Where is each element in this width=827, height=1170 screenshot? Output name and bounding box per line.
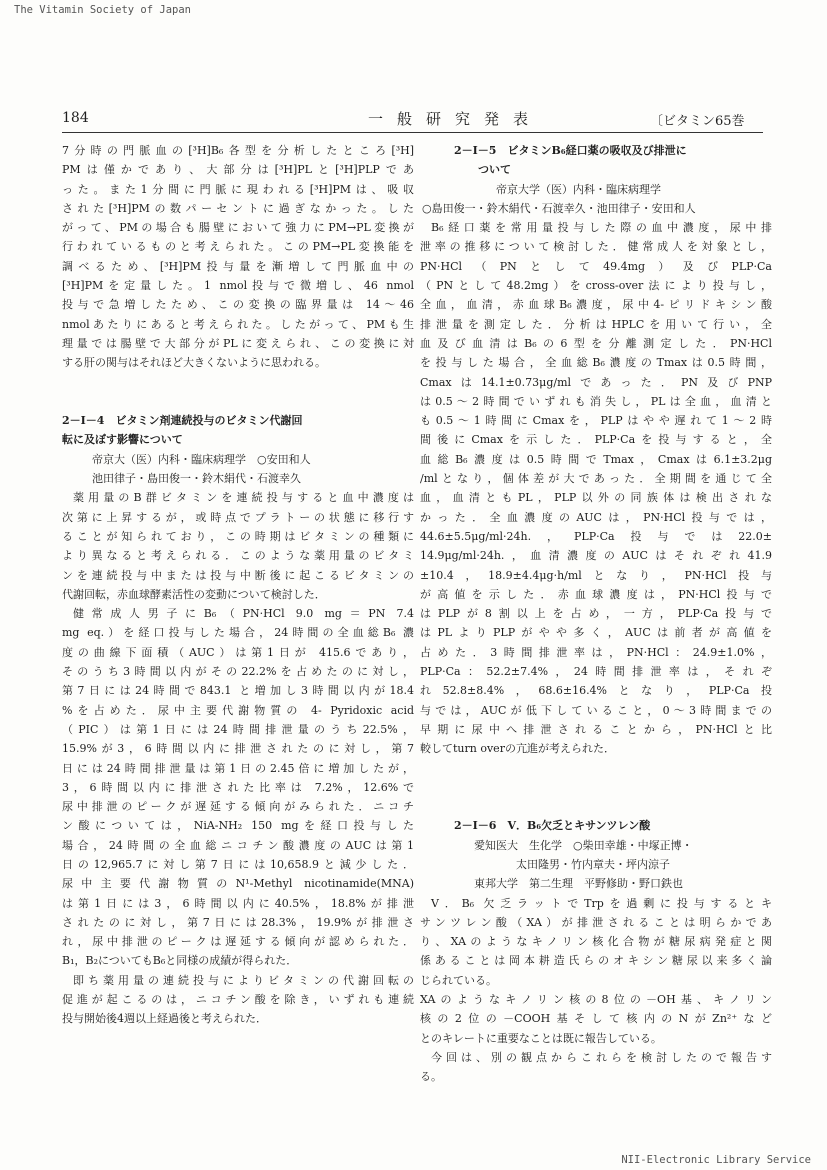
left-column bbox=[62, 141, 414, 1029]
abstract-2-1-4-authors bbox=[62, 450, 414, 489]
abstract-2-1-5-body bbox=[420, 218, 772, 758]
text-line: は0.5～2時間でいずれも消失し，PLは全血，血清と bbox=[420, 394, 772, 408]
text-line: 泄率の推移について検討した．健常成人を対象とし， bbox=[420, 240, 772, 254]
text-line: 係あることは岡本耕造氏らのオキシン糖尿以来多く論 bbox=[420, 954, 772, 968]
text-line: 全血，血清，赤血球B₆濃度，尿中4-ピリドキシン酸 bbox=[420, 298, 772, 312]
text-line: れ，尿中排泄のピークは遅延する傾向が認められた． bbox=[62, 935, 414, 949]
text-line: XAのようなキノリン核の8位の－OH基、キノリン bbox=[420, 993, 772, 1007]
text-line: （PNとして48.2mg）をcross-over法により投与し， bbox=[420, 279, 772, 293]
text-line: 尿中排泄のピークが遅延する傾向がみられた．ニコチ bbox=[62, 800, 414, 814]
text-line: 即ち薬用量の連続投与によりビタミンの代謝回転の bbox=[73, 973, 414, 987]
text-line: 15.9%が3，6時間以内に排泄されたのに対し，第7 bbox=[62, 742, 414, 756]
text-line: 尿中主要代謝物質のN¹-Methyl nicotinamide(MNA) bbox=[62, 877, 414, 891]
author-line: 東邦大学 第二生理 平野修助・野口鉄也 bbox=[474, 877, 683, 891]
text-line: 14.9μg/ml·24h.，血清濃度のAUCはそれぞれ41.9 bbox=[420, 549, 772, 563]
text-line: 投与で急増したため、この変換の臨界量は 14～46 bbox=[62, 298, 414, 312]
abstract-2-1-5-authors bbox=[420, 180, 772, 219]
text-line: 血及び血清はB₆の6型を分離測定した．PN·HCl bbox=[420, 336, 772, 350]
text-line: とのキレートに重要なことは既に報告している。 bbox=[420, 1031, 662, 1045]
text-line: 度の曲線下面積（AUC）は第1日が 415.6であり， bbox=[62, 645, 414, 659]
text-line: PMは僅かであり、大部分は[³H]PLと[³H]PLPであ bbox=[62, 163, 414, 177]
text-line: は第1日には3，6時間以内に40.5%，18.8%が排泄 bbox=[62, 896, 414, 910]
text-line: 第7日には24時間で843.1 と増加し3時間以内が18.4 bbox=[62, 684, 414, 698]
abstract-2-1-6-authors bbox=[420, 836, 772, 894]
author-line: 帝京大学（医）内科・臨床病理学 bbox=[496, 182, 661, 196]
text-line: 排泄量を測定した．分析はHPLCを用いて行い，全 bbox=[420, 317, 772, 331]
top-watermark: The Vitamin Society of Japan bbox=[14, 4, 192, 16]
title-line: 転に及ぼす影響について bbox=[62, 433, 183, 447]
text-line: 代謝回転，赤血球酵素活性の変動について検討した． bbox=[62, 587, 326, 601]
text-line: 行われているものと考えられた。このPM→PL変換能を bbox=[62, 240, 414, 254]
text-line: も0.5～1時間にCmaxを，PLPはやや遅れて1～2時 bbox=[420, 414, 772, 428]
right-column bbox=[420, 141, 772, 1087]
text-line: 日の12,965.7に対し第7日には10,658.9と減少した． bbox=[62, 857, 414, 871]
abstract-2-1-6-title bbox=[420, 816, 772, 835]
journal-volume: 〔ビタミン65巻 bbox=[650, 114, 745, 129]
text-line: PLP·Ca：52.2±7.4%，24時間排泄率は，それぞ bbox=[420, 665, 772, 679]
title-line: 2－I－6 V．B₆欠乏とキサンツレン酸 bbox=[454, 819, 651, 833]
text-line: された[³H]PMの数パーセントに過ぎなかった。した bbox=[62, 201, 414, 215]
text-line: ±10.4，18.9±4.4μg·h/mlとなり，PN·HCl投与 bbox=[420, 568, 772, 582]
text-line: PN·HCl（PNとして49.4mg）及びPLP·Ca bbox=[420, 259, 772, 273]
text-line: 日には24時間排泄量は第1日の2.45倍に増加したが， bbox=[62, 761, 414, 775]
text-line: 健常成人男子にB₆（PN·HCl 9.0 mg＝PN 7.4 bbox=[73, 607, 414, 621]
abstract-2-1-4-title bbox=[62, 411, 414, 450]
text-line: れ52.8±8.4%，68.6±16.4%となり，PLP·Ca投 bbox=[420, 684, 772, 698]
text-line: Cmaxは14.1±0.73μg/mlであった．PN及びPNP bbox=[420, 375, 772, 389]
bottom-watermark: NII-Electronic Library Service bbox=[621, 1154, 811, 1166]
text-line: [³H]PMを定量した。1 nmol投与で微増し、46 nmol bbox=[62, 279, 414, 293]
running-title: 一般研究発表 bbox=[368, 110, 543, 128]
text-line: はPLよりPLPがやや多く，AUCは前者が高値を bbox=[420, 626, 772, 640]
intro-paragraph bbox=[62, 141, 414, 373]
title-line: 2－I－4 ビタミン剤連続投与のビタミン代謝回 bbox=[62, 414, 303, 428]
page-number: 184 bbox=[62, 110, 89, 126]
text-line: そのうち3時間以内がその22.2%を占めたのに対し， bbox=[62, 665, 414, 679]
text-line: 血総B₆濃度は0.5時間でTmax，Cmaxは6.1±3.2μg bbox=[420, 452, 772, 466]
text-line: ンを連続投与中または投与中断後に起こるビタミンの bbox=[62, 568, 414, 582]
text-line: ン酸については，NiA-NH₂ 150 mgを経口投与した bbox=[62, 819, 414, 833]
text-line: はPLPが8割以上を占め，一方，PLP·Ca投与で bbox=[420, 607, 772, 621]
author-line: 帝京大（医）内科・臨床病理学 ○安田和人 bbox=[92, 452, 311, 466]
text-line: 次第に上昇するが，或時点でプラトーの状態に移行す bbox=[62, 510, 414, 524]
text-line: nmolあたりにあると考えられた。したがって、PMも生 bbox=[62, 317, 414, 331]
text-line: 較してturn overの亢進が考えられた． bbox=[420, 742, 615, 756]
abstract-2-1-4-body bbox=[62, 488, 414, 1028]
text-line: 3，6時間以内に排泄された比率は 7.2%，12.6%で bbox=[62, 780, 414, 794]
text-line: 間後にCmaxを示した．PLP·Caを投与すると，全 bbox=[420, 433, 772, 447]
text-line: を投与した場合，全血総B₆濃度のTmaxは0.5時間， bbox=[420, 356, 772, 370]
text-line: する肝の関与はそれほど大きくないように思われる。 bbox=[62, 356, 326, 370]
text-line: る。 bbox=[420, 1070, 442, 1084]
text-line: 7分時の門脈血の[³H]B₆各型を分析したところ[³H] bbox=[62, 144, 414, 157]
abstract-2-1-6-body bbox=[420, 894, 772, 1087]
text-line: （PIC）は第1日には24時間排泄量のうち22.5%， bbox=[62, 722, 414, 736]
text-line: 調べるため、[³H]PM投与量を漸増して門脈血中の bbox=[62, 259, 414, 273]
text-line: じられている。 bbox=[420, 973, 497, 987]
text-line: されたのに対し，第7日には28.3%，19.9%が排泄さ bbox=[62, 915, 414, 929]
text-line: より異なると考えられる．このような薬用量のビタミ bbox=[62, 549, 414, 563]
author-line: 池田律子・島田俊一・鈴木絹代・石渡幸久 bbox=[92, 472, 301, 486]
text-line: 44.6±5.5μg/ml·24h.，PLP·Ca投与では22.0± bbox=[420, 529, 772, 543]
text-line: /mlとなり，個体差が大であった．全期間を通じて全 bbox=[420, 472, 772, 486]
text-line: ることが知られており，この時期はビタミンの種類に bbox=[62, 529, 414, 543]
text-line: V．B₆ 欠乏ラットでTrpを過剰に投与するとキ bbox=[431, 896, 772, 910]
text-line: 場合，24時間の全血総ニコチン酸濃度のAUCは第1 bbox=[62, 838, 414, 852]
text-line: %を占めた．尿中主要代謝物質の 4- Pyridoxic acid bbox=[62, 703, 414, 717]
text-line: 薬用量のB群ビタミンを連続投与すると血中濃度は bbox=[73, 491, 414, 505]
abstract-2-1-5-title bbox=[420, 141, 772, 180]
text-line: B₁，B₂についてもB₆と同様の成績が得られた． bbox=[62, 954, 298, 968]
text-line: 理量では腸壁で大部分がPLに変えられ、この変換に対 bbox=[62, 336, 414, 350]
text-line: 投与開始後4週以上経過後と考えられた． bbox=[62, 1012, 267, 1026]
text-line: 促進が起こるのは，ニコチン酸を除き，いずれも連続 bbox=[62, 993, 414, 1007]
title-line: 2－I－5 ビタミンB₆経口薬の吸収及び排泄に bbox=[454, 144, 687, 157]
text-line: mg eq.）を経口投与した場合，24時間の全血総B₆ 濃 bbox=[62, 626, 414, 640]
text-line: 血，血清ともPL，PLP以外の同族体は検出されな bbox=[420, 491, 772, 505]
text-line: 与では，AUCが低下していること，0～3時間までの bbox=[420, 703, 772, 717]
text-line: 今回は、別の観点からこれらを検討したので報告す bbox=[431, 1050, 772, 1064]
text-line: サンツレン酸（XA）が排泄されることは明らかであ bbox=[420, 915, 772, 929]
text-line: が高値を示した．赤血球濃度は，PN·HCl投与で bbox=[420, 587, 772, 601]
header-rule bbox=[62, 132, 763, 133]
text-line: B₆経口薬を常用量投与した際の血中濃度，尿中排 bbox=[431, 221, 772, 235]
text-line: 占めた．3時間排泄率は，PN·HCl：24.9±1.0%， bbox=[420, 645, 772, 659]
text-line: 核の2位の－COOH基そして核内のNがZn²⁺など bbox=[420, 1012, 772, 1026]
author-line: 愛知医大 生化学 ○柴田幸雄・中塚正博・ bbox=[474, 838, 693, 852]
text-line: がって、PMの場合も腸壁において強力にPM→PL変換が bbox=[62, 221, 414, 235]
author-line: ○島田俊一・鈴木絹代・石渡幸久・池田律子・安田和人 bbox=[422, 201, 696, 215]
author-line: 太田隆男・竹内章夫・坪内涼子 bbox=[516, 857, 670, 871]
text-line: かった．全血濃度のAUCは，PN·HCl投与では， bbox=[420, 510, 772, 524]
title-line: ついて bbox=[478, 163, 511, 177]
text-line: った。また1分間に門脈に現われる[³H]PMは、吸収 bbox=[62, 182, 414, 196]
text-line: 早期に尿中へ排泄されることから，PN·HClと比 bbox=[420, 722, 772, 736]
text-line: り、XAのようなキノリン核化合物が糖尿病発症と関 bbox=[420, 935, 772, 949]
